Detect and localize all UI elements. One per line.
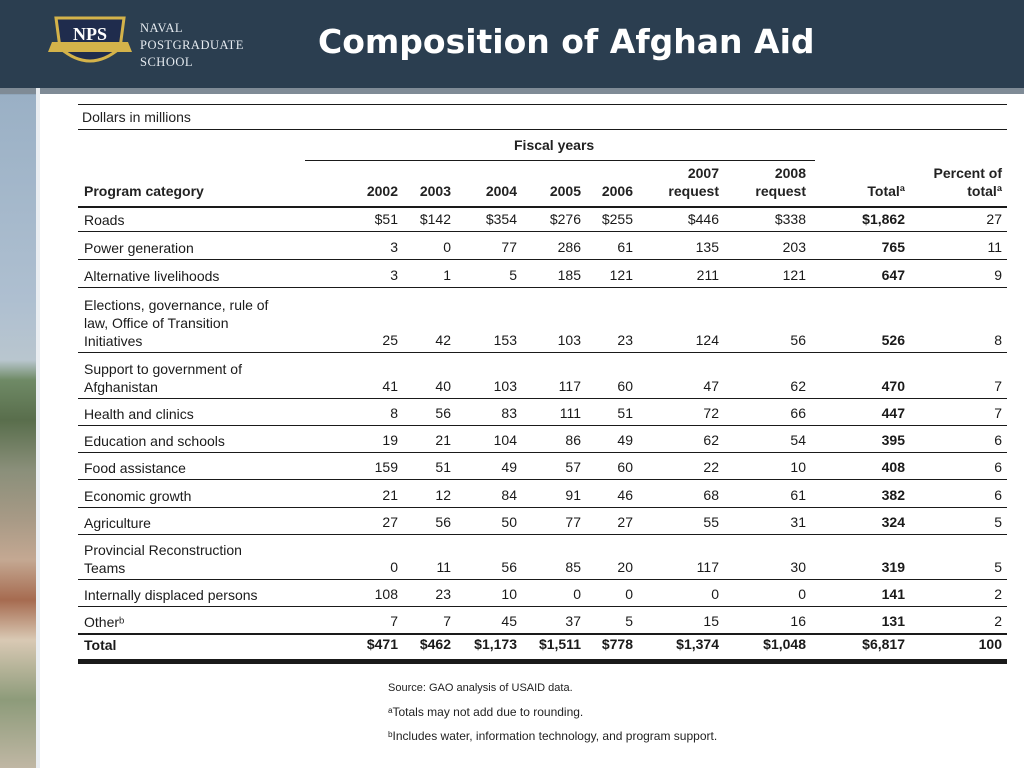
- table-cell: 51: [435, 459, 451, 475]
- total-cell: $1,511: [538, 636, 581, 652]
- table-rule: [78, 129, 1007, 130]
- table-cell: $276: [549, 211, 581, 227]
- table-cell: 25: [382, 332, 398, 348]
- table-cell: 395: [881, 432, 905, 448]
- row-label: Initiatives: [84, 333, 143, 349]
- column-header-r2007: 2007: [687, 165, 719, 181]
- table-cell: 108: [374, 586, 398, 602]
- table-rule: [78, 606, 1007, 607]
- column-header-r2008: 2008: [774, 165, 806, 181]
- table-rule: [78, 259, 1007, 260]
- source-note: Source: GAO analysis of USAID data.: [388, 682, 573, 694]
- table-rule: [78, 104, 1007, 105]
- table-cell: 72: [703, 405, 719, 421]
- column-header-y2003: 2003: [419, 183, 451, 199]
- total-cell: $462: [419, 636, 451, 652]
- table-cell: 31: [790, 514, 806, 530]
- table-cell: 45: [501, 613, 517, 629]
- table-cell: 66: [790, 405, 806, 421]
- table-cell: 0: [573, 586, 581, 602]
- row-label: Health and clinics: [84, 406, 194, 422]
- units-label: Dollars in millions: [82, 109, 191, 125]
- table-cell: 56: [501, 559, 517, 575]
- table-cell: 41: [382, 378, 398, 394]
- school-line: NAVAL: [140, 21, 184, 35]
- column-header-y2002: 2002: [366, 183, 398, 199]
- table-cell: 19: [382, 432, 398, 448]
- table-cell: $142: [419, 211, 451, 227]
- row-label: Teams: [84, 560, 126, 576]
- table-cell: 27: [617, 514, 633, 530]
- table-cell: 447: [881, 405, 905, 421]
- table-cell: 131: [881, 613, 905, 629]
- table-cell: 2: [994, 613, 1002, 629]
- column-header-total: Totalª: [867, 183, 905, 199]
- table-cell: 27: [382, 514, 398, 530]
- table-rule: [78, 398, 1007, 399]
- school-name: [140, 20, 244, 71]
- table-cell: 408: [881, 459, 905, 475]
- table-cell: 16: [790, 613, 806, 629]
- table-cell: 111: [559, 405, 581, 421]
- table-cell: 37: [565, 613, 581, 629]
- table-cell: 86: [565, 432, 581, 448]
- table-cell: 11: [436, 559, 451, 575]
- total-cell: $471: [366, 636, 398, 652]
- column-header-pct: totalª: [967, 183, 1002, 199]
- table-rule: [78, 352, 1007, 353]
- table-cell: 121: [782, 267, 806, 283]
- table-cell: 324: [881, 514, 905, 530]
- table-cell: 11: [987, 239, 1002, 255]
- slide-title: Composition of Afghan Aid: [318, 22, 815, 61]
- table-cell: 0: [625, 586, 633, 602]
- table-cell: 0: [390, 559, 398, 575]
- table-rule: [78, 206, 1007, 208]
- table-cell: 1: [443, 267, 451, 283]
- table-cell: 6: [994, 459, 1002, 475]
- row-label: law, Office of Transition: [84, 315, 229, 331]
- row-label: Support to government of: [84, 361, 242, 377]
- total-cell: $1,173: [474, 636, 517, 652]
- table-cell: 56: [790, 332, 806, 348]
- table-cell: 22: [703, 459, 719, 475]
- nps-logo: [46, 12, 134, 74]
- table-cell: 56: [435, 514, 451, 530]
- row-label: Roads: [84, 212, 125, 228]
- table-cell: $354: [485, 211, 517, 227]
- table-rule: [78, 231, 1007, 232]
- table-cell: 56: [435, 405, 451, 421]
- table-cell: 49: [501, 459, 517, 475]
- table-rule: [78, 425, 1007, 426]
- table-cell: 124: [695, 332, 719, 348]
- total-cell: $6,817: [862, 636, 905, 652]
- row-label: Internally displaced persons: [84, 587, 258, 603]
- school-line: SCHOOL: [140, 55, 194, 69]
- table-cell: 60: [617, 459, 633, 475]
- table-cell: 382: [881, 487, 905, 503]
- table-cell: 2: [994, 586, 1002, 602]
- table-cell: 62: [703, 432, 719, 448]
- total-row-label: Total: [84, 637, 117, 653]
- table-cell: 185: [557, 267, 581, 283]
- table-cell: 91: [565, 487, 581, 503]
- table-cell: 3: [390, 267, 398, 283]
- table-cell: 7: [994, 378, 1002, 394]
- table-cell: 6: [994, 432, 1002, 448]
- table-cell: 51: [617, 405, 633, 421]
- table-cell: 159: [374, 459, 398, 475]
- table-cell: 153: [493, 332, 517, 348]
- table-cell: 647: [881, 267, 905, 283]
- school-line: POSTGRADUATE: [140, 38, 244, 52]
- table-cell: 23: [617, 332, 633, 348]
- table-cell: 10: [501, 586, 517, 602]
- table-cell: 7: [443, 613, 451, 629]
- table-cell: 211: [696, 267, 719, 283]
- table-rule: [78, 479, 1007, 480]
- table-rule: [305, 160, 815, 161]
- row-label: Agriculture: [84, 515, 151, 531]
- table-cell: 15: [703, 613, 719, 629]
- table-cell: 5: [509, 267, 517, 283]
- table-cell: 470: [881, 378, 905, 394]
- table-cell: 8: [994, 332, 1002, 348]
- table-rule: [78, 579, 1007, 580]
- table-cell: $338: [774, 211, 806, 227]
- total-cell: $778: [601, 636, 633, 652]
- table-cell: 61: [617, 239, 633, 255]
- table-rule: [78, 633, 1007, 635]
- table-cell: 286: [557, 239, 581, 255]
- table-cell: 54: [790, 432, 806, 448]
- table-rule: [78, 659, 1007, 664]
- panel-edge: [36, 88, 40, 768]
- table-cell: 3: [390, 239, 398, 255]
- row-label: Education and schools: [84, 433, 225, 449]
- table-cell: 135: [695, 239, 719, 255]
- row-label: Food assistance: [84, 460, 186, 476]
- footnote-b: ᵇIncludes water, information technology, and program support.: [388, 729, 718, 743]
- table-cell: 84: [501, 487, 517, 503]
- table-cell: 526: [881, 332, 905, 348]
- table-rule: [78, 452, 1007, 453]
- column-header-y2006: 2006: [601, 183, 633, 199]
- row-label: Economic growth: [84, 488, 192, 504]
- table-cell: 47: [703, 378, 719, 394]
- table-cell: 12: [435, 487, 451, 503]
- table-cell: 121: [609, 267, 633, 283]
- column-header-pct: Percent of: [933, 165, 1002, 181]
- table-cell: 27: [986, 211, 1002, 227]
- row-label: Otherᵇ: [84, 614, 125, 630]
- campus-photo-strip: [0, 0, 40, 768]
- column-header-y2005: 2005: [549, 183, 581, 199]
- total-cell: 100: [978, 636, 1002, 652]
- table-cell: 7: [994, 405, 1002, 421]
- table-cell: 21: [382, 487, 398, 503]
- table-cell: 60: [617, 378, 633, 394]
- column-header-r2008: request: [755, 183, 806, 199]
- table-cell: 49: [617, 432, 633, 448]
- table-cell: 5: [625, 613, 633, 629]
- table-cell: 83: [501, 405, 517, 421]
- table-cell: 117: [696, 559, 719, 575]
- table-cell: 77: [501, 239, 517, 255]
- table-cell: 57: [565, 459, 581, 475]
- table-cell: 85: [565, 559, 581, 575]
- table-rule: [78, 507, 1007, 508]
- table-cell: $446: [687, 211, 719, 227]
- table-cell: 61: [790, 487, 806, 503]
- table-cell: 0: [798, 586, 806, 602]
- table-cell: 319: [881, 559, 905, 575]
- table-cell: 765: [881, 239, 905, 255]
- table-cell: 6: [994, 487, 1002, 503]
- table-cell: 203: [782, 239, 806, 255]
- table-cell: 103: [493, 378, 517, 394]
- table-cell: 68: [703, 487, 719, 503]
- row-label: Elections, governance, rule of: [84, 297, 269, 313]
- table-cell: 20: [617, 559, 633, 575]
- table-rule: [78, 287, 1007, 288]
- table-cell: 77: [565, 514, 581, 530]
- table-cell: 104: [493, 432, 517, 448]
- table-cell: 42: [435, 332, 451, 348]
- table-rule: [78, 534, 1007, 535]
- row-label: Alternative livelihoods: [84, 268, 220, 284]
- table-cell: 8: [390, 405, 398, 421]
- table-cell: 141: [881, 586, 905, 602]
- column-header-program-category: Program category: [84, 183, 204, 199]
- table-cell: $51: [374, 211, 398, 227]
- table-cell: 0: [443, 239, 451, 255]
- total-cell: $1,374: [676, 636, 719, 652]
- table-cell: 5: [994, 514, 1002, 530]
- logo-lettering: NPS: [72, 24, 108, 44]
- table-cell: 46: [617, 487, 633, 503]
- table-cell: 10: [790, 459, 806, 475]
- table-cell: 7: [390, 613, 398, 629]
- table-cell: 23: [435, 586, 451, 602]
- row-label: Afghanistan: [84, 379, 158, 395]
- row-label: Provincial Reconstruction: [84, 542, 242, 558]
- footnote-a: ᵃTotals may not add due to rounding.: [388, 705, 584, 719]
- table-cell: $1,862: [862, 211, 905, 227]
- column-header-r2007: request: [668, 183, 719, 199]
- table-cell: 62: [790, 378, 806, 394]
- row-label: Power generation: [84, 240, 194, 256]
- table-cell: 5: [994, 559, 1002, 575]
- table-cell: 30: [790, 559, 806, 575]
- table-cell: 103: [557, 332, 581, 348]
- column-header-y2004: 2004: [485, 183, 517, 199]
- total-cell: $1,048: [763, 636, 806, 652]
- table-cell: 117: [558, 378, 581, 394]
- table-cell: $255: [601, 211, 633, 227]
- table-cell: 0: [711, 586, 719, 602]
- table-cell: 40: [435, 378, 451, 394]
- table-cell: 50: [501, 514, 517, 530]
- table-cell: 9: [994, 267, 1002, 283]
- table-cell: 21: [435, 432, 451, 448]
- fiscal-years-header: Fiscal years: [514, 137, 595, 153]
- table-cell: 55: [703, 514, 719, 530]
